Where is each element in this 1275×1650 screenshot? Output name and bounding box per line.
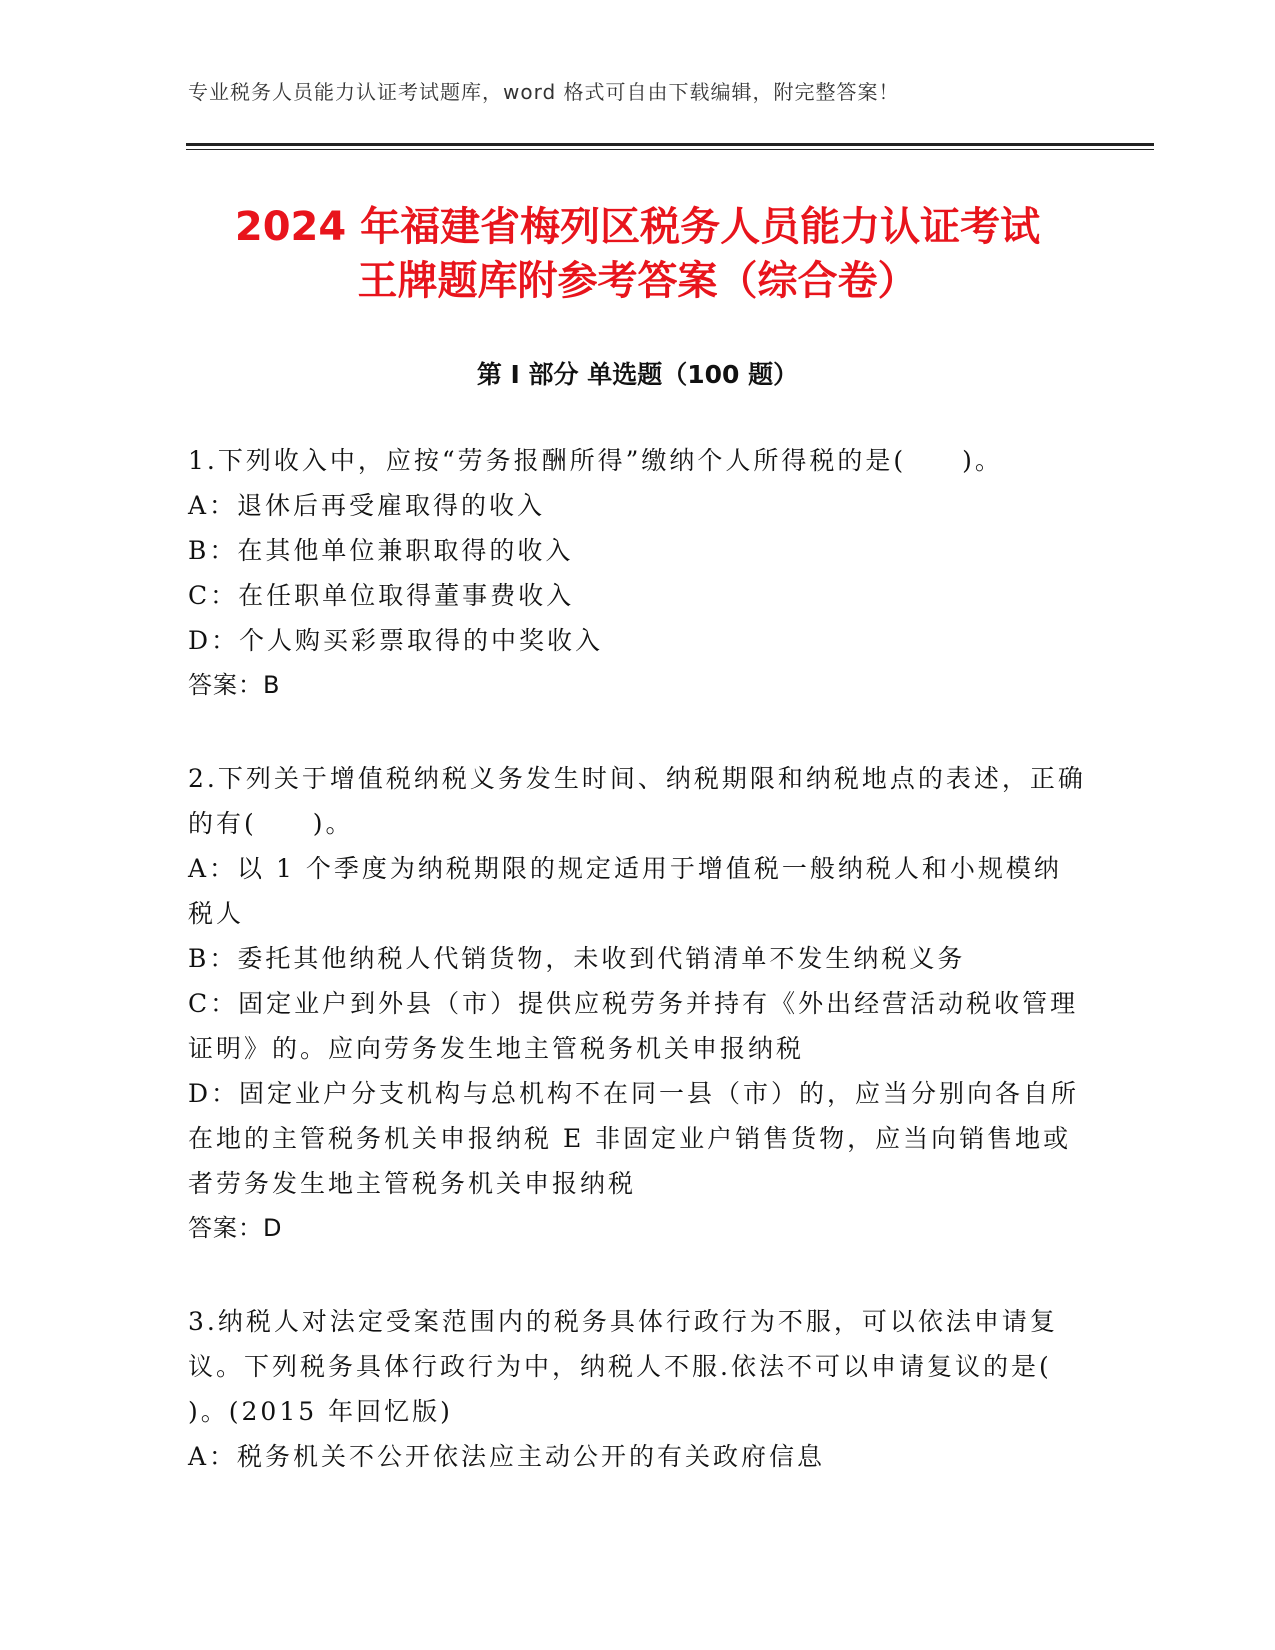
document-title-line-1: 2024 年福建省梅列区税务人员能力认证考试 xyxy=(234,204,1041,250)
option-d: D：个人购买彩票取得的中奖收入 xyxy=(188,626,604,655)
question-2 xyxy=(188,756,1088,1251)
question-3 xyxy=(188,1299,1088,1479)
question-stem: 1.下列收入中，应按“劳务报酬所得”缴纳个人所得税的是( )。 xyxy=(188,446,1003,475)
option-c: C：在任职单位取得董事费收入 xyxy=(188,581,575,610)
question-list xyxy=(188,438,1088,1527)
option-c: C：固定业户到外县（市）提供应税劳务并持有《外出经营活动税收管理证明》的。应向劳务发生地主管税务机关申报纳税 xyxy=(188,989,1079,1063)
header-note: 专业税务人员能力认证考试题库，word 格式可自由下载编辑，附完整答案！ xyxy=(188,80,900,104)
document-title xyxy=(150,200,1125,308)
option-d: D：固定业户分支机构与总机构不在同一县（市）的，应当分别向各自所在地的主管税务机关申报纳税 E 非固定业户销售货物，应当向销售地或者劳务发生地主管税务机关申报纳税 xyxy=(188,1079,1080,1198)
answer-label: 答案：B xyxy=(188,671,281,699)
option-a: A：税务机关不公开依法应主动公开的有关政府信息 xyxy=(188,1442,826,1471)
section-title: 第 I 部分 单选题（100 题） xyxy=(476,360,799,389)
header-rule-thick xyxy=(186,143,1154,146)
option-a: A：以 1 个季度为纳税期限的规定适用于增值税一般纳税人和小规模纳税人 xyxy=(188,854,1062,928)
option-b: B：在其他单位兼职取得的收入 xyxy=(188,536,574,565)
question-1 xyxy=(188,438,1088,708)
option-b: B：委托其他纳税人代销货物，未收到代销清单不发生纳税义务 xyxy=(188,944,966,973)
question-stem: 2.下列关于增值税纳税义务发生时间、纳税期限和纳税地点的表述，正确的有( )。 xyxy=(188,764,1086,838)
document-title-line-2: 王牌题库附参考答案（综合卷） xyxy=(357,258,918,304)
question-stem: 3.纳税人对法定受案范围内的税务具体行政行为不服，可以依法申请复议。下列税务具体行政行为中，纳税人不服.依法不可以申请复议的是( )。(2015 年回忆版) xyxy=(188,1307,1058,1426)
option-a: A：退休后再受雇取得的收入 xyxy=(188,491,546,520)
answer-label: 答案：D xyxy=(188,1214,283,1242)
header-rule-thin xyxy=(186,149,1154,150)
